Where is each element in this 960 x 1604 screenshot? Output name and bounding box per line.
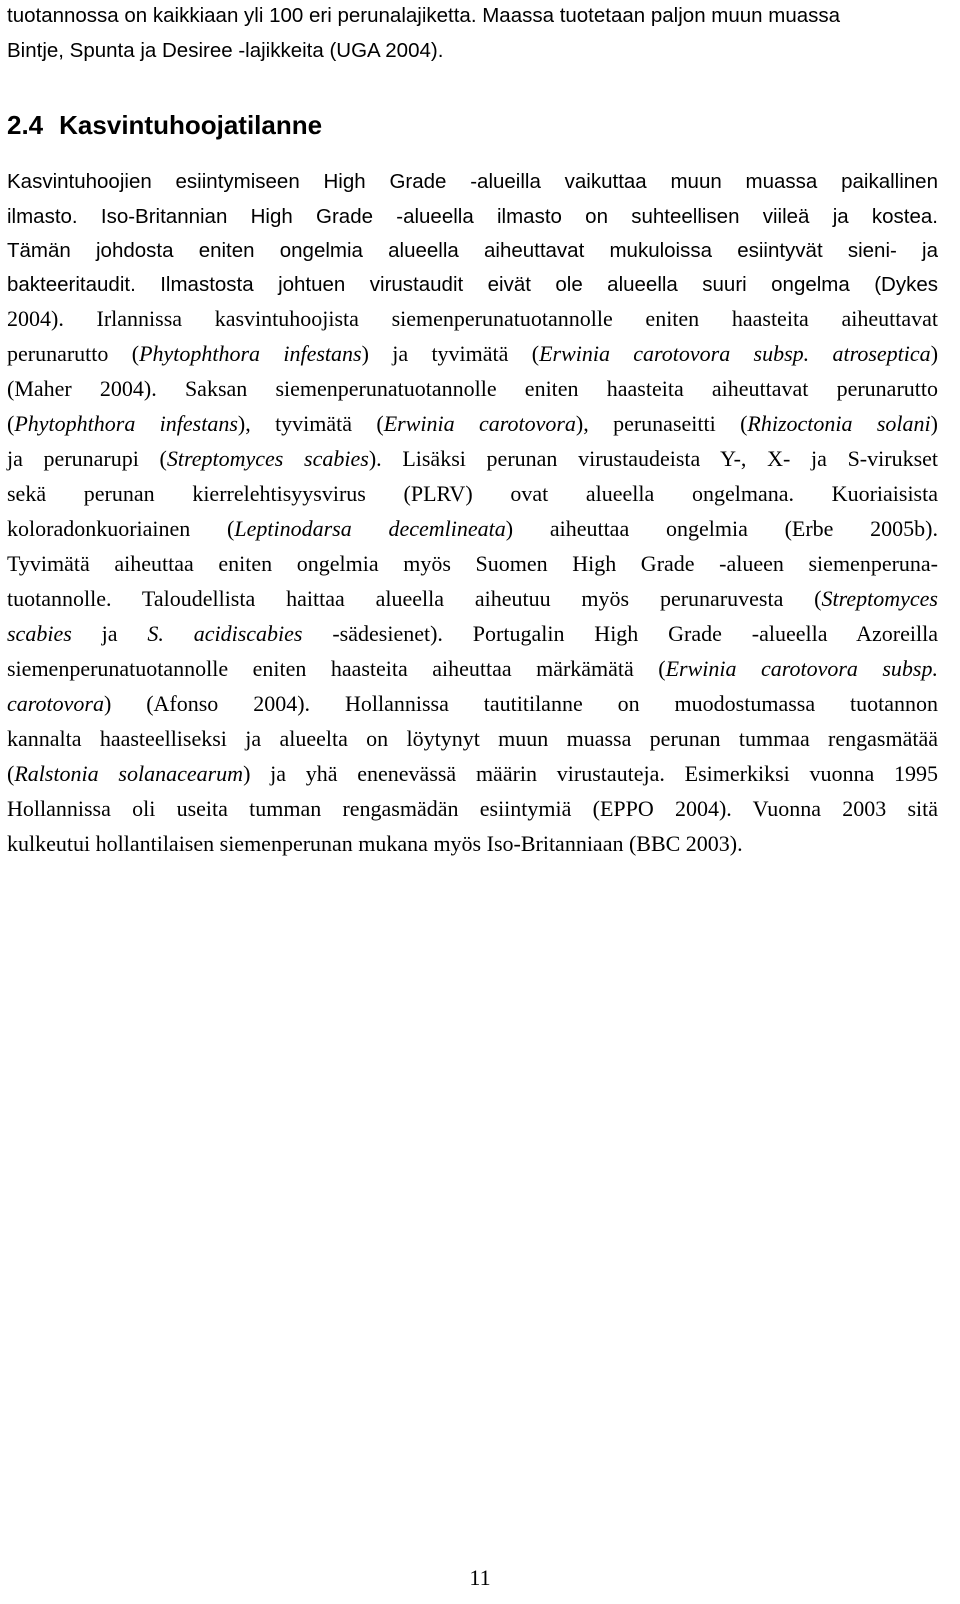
species-name: Ralstonia solanacearum [14,761,244,786]
paragraph-line [7,833,743,855]
text-run: -sädesienet). Portugalin High Grade -alueella Azoreilla [302,621,938,646]
paragraph-line [7,448,938,470]
species-name: scabies [7,621,72,646]
text-run: ) [930,411,938,436]
paragraph-line [7,693,938,715]
paragraph-line [7,553,938,575]
text-run: kulkeutui hollantilaisen siemenperunan mukana myös Iso-Britanniaan (BBC 2003). [7,831,743,856]
paragraph-line: Kasvintuhoojien esiintymiseen High Grade -alueilla vaikuttaa muun muassa paikallinen [7,170,938,193]
page-number: 11 [469,1565,491,1590]
text-run: ) ja tyvimätä ( [361,341,540,366]
species-name: S. acidiscabies [147,621,303,646]
section-title: Kasvintuhoojatilanne [59,110,323,140]
text-run: ja [71,621,148,646]
species-name: Erwinia carotovora subsp. atroseptica [539,341,931,366]
species-name: Rhizoctonia solani [747,411,931,436]
text-run: Tyvimätä aiheuttaa eniten ongelmia myös Suomen High Grade -alueen siemenperuna- [7,551,938,576]
text-run: tuotannolle. Taloudellista haittaa alueella aiheutuu myös perunaruvesta ( [7,586,822,611]
species-name: Streptomyces scabies [166,446,369,471]
paragraph-line [7,413,938,435]
paragraph-line [7,343,938,365]
text-run: 2004). Irlannissa kasvintuhoojista siemenperunatuotannolle eniten haasteita aiheuttavat [7,306,938,331]
text-run: siemenperunatuotannolle eniten haasteita aiheuttaa märkämätä ( [7,656,666,681]
species-name: Leptinodarsa decemlineata [234,516,506,541]
section-number: 2.4 [7,110,44,140]
paragraph-line [7,308,938,330]
paragraph-line: ilmasto. Iso-Britannian High Grade -alueella ilmasto on suhteellisen viileä ja kostea. [7,205,938,228]
paragraph-line: Tämän johdosta eniten ongelmia alueella aiheuttavat mukuloissa esiintyvät sieni- ja [7,239,938,262]
text-run: ), perunaseitti ( [575,411,748,436]
text-run: perunarutto ( [7,341,140,366]
species-name: Streptomyces [821,586,938,611]
paragraph-line: bakteeritaudit. Ilmastosta johtuen virustaudit eivät ole alueella suuri ongelma (Dykes [7,273,938,296]
text-run: ( [7,411,15,436]
species-name: Phytophthora infestans [14,411,238,436]
text-run: ja perunarupi ( [7,446,167,471]
paragraph-line [7,623,938,645]
paragraph-line [7,763,938,785]
species-name: Phytophthora infestans [139,341,362,366]
text-run: ) ja yhä enenevässä määrin virustauteja. Esimerkiksi vuonna 1995 [243,761,938,786]
paragraph-line [7,518,938,540]
paragraph-line [7,658,938,680]
paragraph-line [7,588,938,610]
intro-line-2: Bintje, Spunta ja Desiree -lajikkeita (UGA 2004). [7,39,444,62]
species-name: carotovora [7,691,104,716]
paragraph-line [7,483,938,505]
text-run: ) (Afonso 2004). Hollannissa tautitilanne on muodostumassa tuotannon [103,691,938,716]
text-run: koloradonkuoriainen ( [7,516,235,541]
species-name: Erwinia carotovora subsp. [665,656,938,681]
text-run: ), tyvimätä ( [237,411,384,436]
section-heading [7,112,322,138]
text-run: sekä perunan kierrelehtisyysvirus (PLRV) ovat alueella ongelmana. Kuoriaisista [7,481,938,506]
text-run: ( [7,761,15,786]
text-run: Hollannissa oli useita tumman rengasmädän esiintymiä (EPPO 2004). Vuonna 2003 sitä [7,796,938,821]
intro-line-1: tuotannossa on kaikkiaan yli 100 eri perunalajiketta. Maassa tuotetaan paljon muun muassa [7,4,841,27]
species-name: Erwinia carotovora [383,411,576,436]
paragraph-line [7,378,938,400]
text-run: kannalta haasteelliseksi ja alueelta on löytynyt muun muassa perunan tummaa rengasmätää [7,726,938,751]
paragraph-line [7,798,938,820]
paragraph-line [7,728,938,750]
text-run: (Maher 2004). Saksan siemenperunatuotannolle eniten haasteita aiheuttavat perunarutto [7,376,938,401]
text-run: ) aiheuttaa ongelmia (Erbe 2005b). [505,516,938,541]
text-run: ). Lisäksi perunan virustaudeista Y-, X- ja S-virukset [368,446,939,471]
text-run: ) [930,341,939,366]
